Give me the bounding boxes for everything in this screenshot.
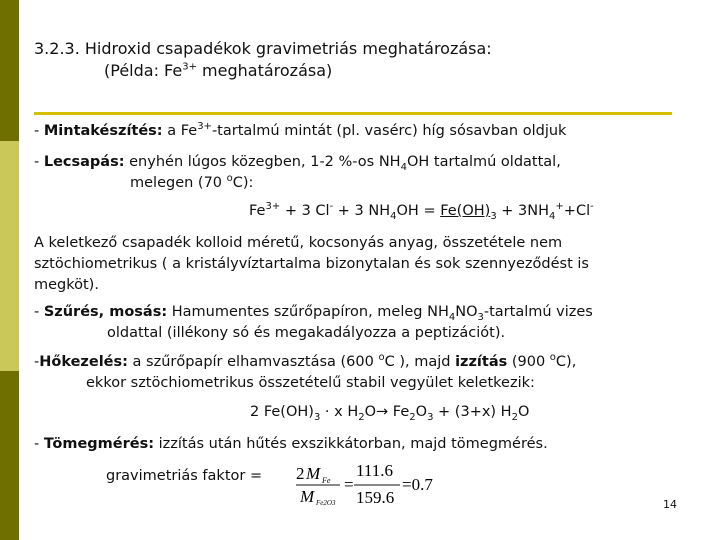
factor-denominator-symbol: M: [300, 487, 315, 506]
slide-title: [34, 38, 492, 82]
lecsapas-label: Lecsapás:: [43, 154, 125, 170]
factor-numerator-value: 111.6: [356, 461, 393, 480]
sidebar-highlight: [0, 141, 19, 371]
mintakeszites-label: Mintakészítés:: [43, 123, 163, 139]
factor-numerator-symbol: M: [306, 464, 321, 483]
tomegmeres-paragraph: - Tömegmérés: izzítás után hűtés exszikkátorban, majd tömegmérés.: [34, 436, 548, 452]
hokezeles-label: Hőkezelés:: [39, 354, 128, 370]
gravimetric-factor-formula: [294, 459, 444, 509]
page-number: 14: [663, 498, 677, 511]
factor-denominator-value: 159.6: [356, 488, 395, 507]
hokezeles-paragraph: -Hőkezelés: a szűrőpapír elhamvasztása (600 $^o$C ), majd izzítás (900 $^o$C), ekkor sztöchiometrikus összetételű stabil vegyület keletkezik:: [34, 352, 577, 391]
factor-numerator-coef: 2: [296, 464, 305, 483]
lecsapas-paragraph: - Lecsapás: enyhén lúgos közegben, 1-2 %-os $NH_4OH$ tartalmú oldattal, melegen (70 $^o$C):: [34, 154, 561, 191]
factor-equals: =: [344, 475, 354, 494]
title-line-2: (Példa: $Fe^{3+}$ meghatározása): [104, 61, 333, 80]
factor-denominator-subscript: Fe2O3: [316, 499, 336, 507]
gravimetric-factor-label: gravimetriás faktor =: [106, 468, 263, 484]
colloid-paragraph: A keletkező csapadék kolloid méretű, kocsonyás anyag, összetétele nem sztöchiometrikus ( a kristályvíztartalma bizonytalan és sok szennyeződést is megköt).: [34, 235, 589, 293]
factor-numerator-subscript: Fe: [322, 476, 331, 485]
factor-result: =0.7: [402, 475, 433, 494]
title-line-1: 3.2.3. Hidroxid csapadékok gravimetriás meghatározása:: [34, 39, 492, 58]
mintakeszites-paragraph: - Mintakészítés: a $Fe^{3+}$-tartalmú mintát (pl. vasérc) híg sósavban oldjuk: [34, 121, 567, 139]
ignition-equation: 2 $Fe(OH)_3 \cdot x$ $H_2O\to Fe_2O_3 + (3+x)$ $H_2O$: [250, 404, 530, 423]
szures-label: Szűrés, mosás:: [43, 304, 168, 320]
title-divider: [34, 112, 672, 115]
reaction-arrow: →: [376, 404, 389, 420]
tomegmeres-label: Tömegmérés:: [43, 436, 155, 452]
szures-paragraph: - Szűrés, mosás: Hamumentes szűrőpapíron, meleg $NH_4NO_3$-tartalmú vizes oldattal (illékony só és megakadályozza a peptizációt).: [34, 304, 593, 341]
precipitation-equation: $Fe^{3+} + 3$ Cl- + 3 $NH_4OH = Fe(OH)_3 + 3NH_4^++Cl^-$: [249, 201, 594, 222]
